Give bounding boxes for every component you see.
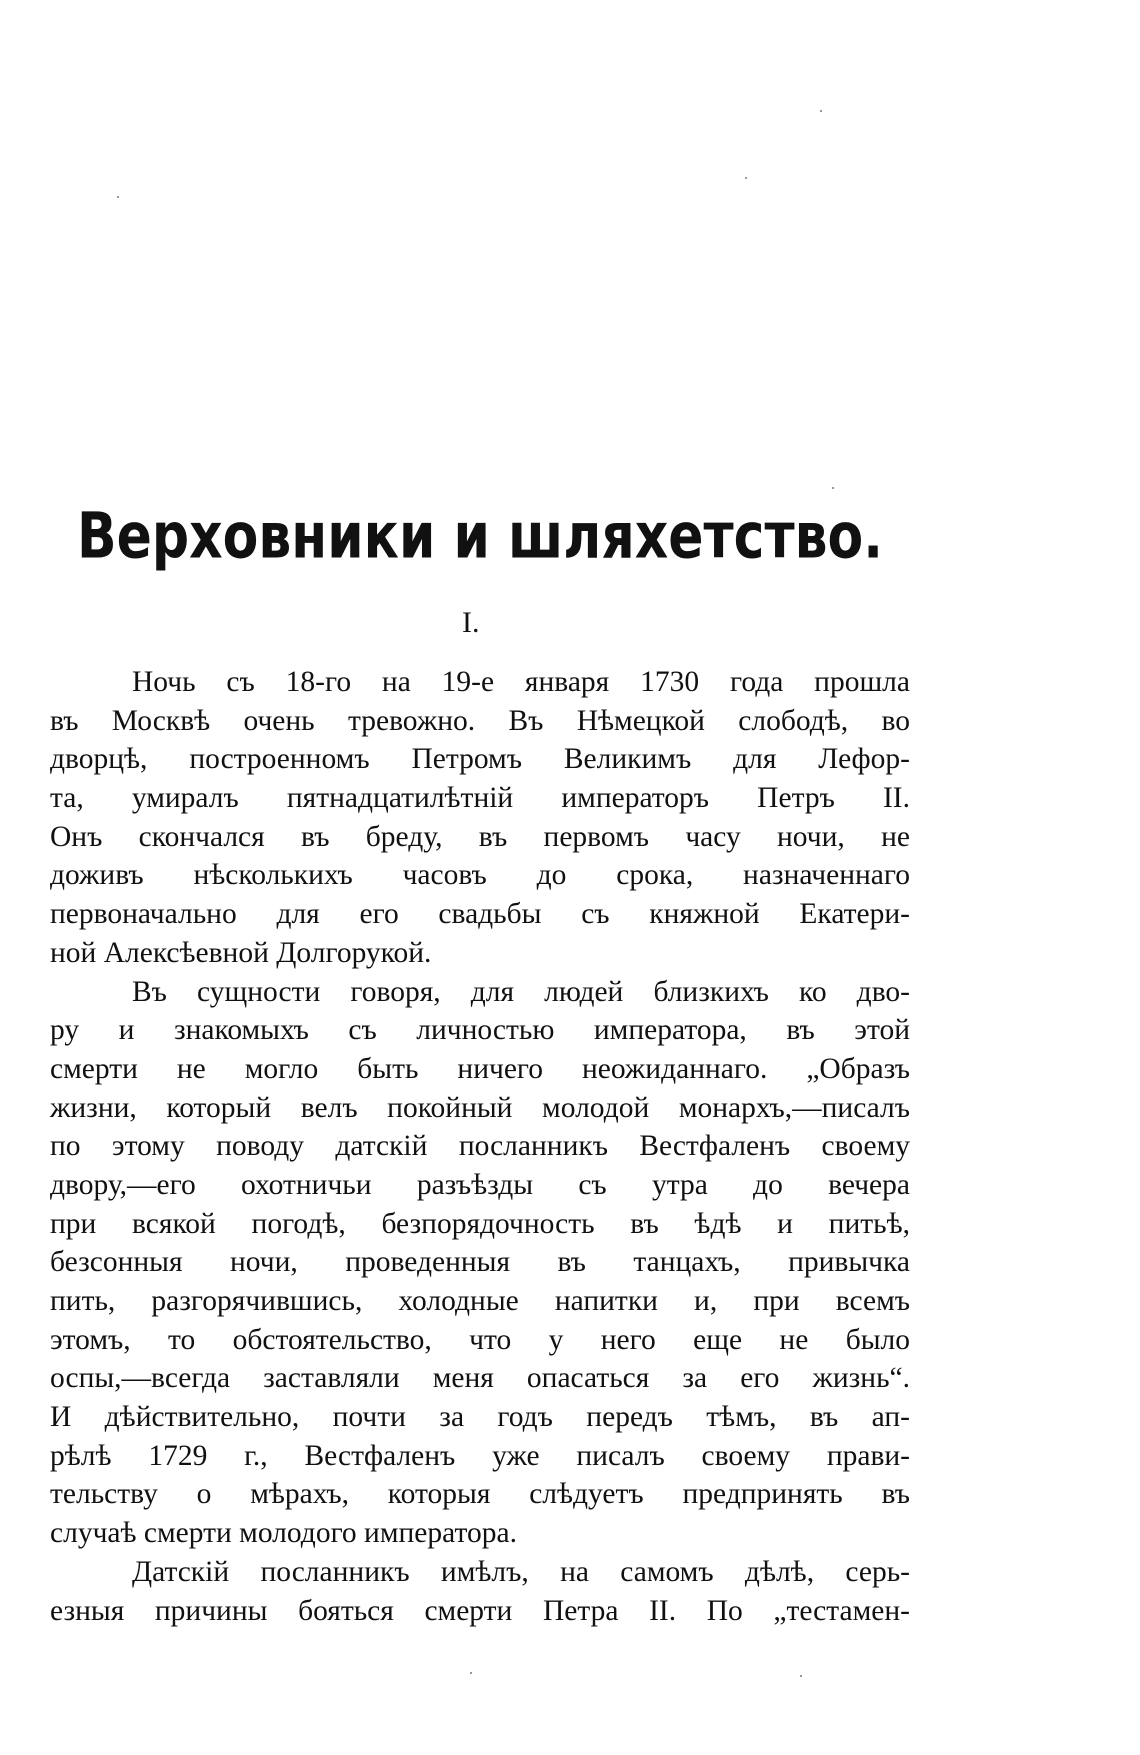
text-line: этомъ, то обстоятельство, что у него еще не было bbox=[50, 1323, 910, 1356]
scan-speck bbox=[820, 110, 822, 112]
text-line: доживъ нѣсколькихъ часовъ до срока, назначеннаго bbox=[50, 859, 910, 892]
text-line: Датскій посланникъ имѣлъ, на самомъ дѣлѣ, серь- bbox=[132, 1555, 910, 1588]
text-line: И дѣйствительно, почти за годъ передъ тѣмъ, въ ап- bbox=[50, 1401, 910, 1434]
body-text bbox=[50, 663, 910, 1630]
text-line: Ночь съ 18-го на 19-е января 1730 года прошла bbox=[132, 666, 910, 698]
text-line: езныя причины бояться смерти Петра II. По „тестамен- bbox=[50, 1594, 910, 1627]
text-line: та, умиралъ пятнадцатилѣтній императоръ Петръ II. bbox=[50, 782, 910, 815]
scan-speck bbox=[832, 487, 834, 489]
text-line: оспы,—всегда заставляли меня опасаться за его жизнь“. bbox=[50, 1362, 910, 1395]
text-line: безсонныя ночи, проведенныя въ танцахъ, привычка bbox=[50, 1246, 910, 1279]
text-line: въ Москвѣ очень тревожно. Въ Нѣмецкой слободѣ, во bbox=[50, 704, 910, 737]
text-line: Въ сущности говоря, для людей близкихъ ко дво- bbox=[132, 975, 910, 1008]
scan-speck bbox=[800, 1675, 802, 1677]
text-line: первоначально для его свадьбы съ княжной Екатери- bbox=[50, 898, 910, 931]
text-line: пить, разгорячившись, холодные напитки и, при всемъ bbox=[50, 1285, 910, 1317]
text-line: при всякой погодѣ, безпорядочность въ ѣдѣ и питьѣ, bbox=[50, 1207, 910, 1240]
scan-speck bbox=[117, 196, 119, 198]
chapter-title: Верховники и шляхетство. bbox=[76, 500, 884, 574]
text-line: тельству о мѣрахъ, которыя слѣдуетъ предпринять въ bbox=[50, 1478, 910, 1511]
text-line: ру и знакомыхъ съ личностью императора, въ этой bbox=[50, 1014, 910, 1047]
text-line: двору,—его охотничьи разъѣзды съ утра до вечера bbox=[50, 1168, 910, 1201]
text-line: по этому поводу датскій посланникъ Вестфаленъ своему bbox=[50, 1130, 910, 1163]
text-line: Онъ скончался въ бреду, въ первомъ часу ночи, не bbox=[50, 820, 910, 853]
text-line: смерти не могло быть ничего неожиданнаго. „Образъ bbox=[50, 1052, 910, 1085]
text-line: жизни, который велъ покойный молодой монархъ,—писалъ bbox=[50, 1091, 910, 1124]
text-line: ной Алексѣевной Долгорукой. bbox=[50, 936, 432, 969]
scan-speck bbox=[470, 1672, 472, 1674]
text-line: рѣлѣ 1729 г., Вестфаленъ уже писалъ своему прави- bbox=[50, 1439, 910, 1472]
text-line: дворцѣ, построенномъ Петромъ Великимъ для Лефор- bbox=[50, 743, 910, 776]
scan-speck bbox=[745, 177, 747, 179]
section-number: I. bbox=[462, 606, 480, 639]
text-line: случаѣ смерти молодого императора. bbox=[50, 1517, 517, 1550]
